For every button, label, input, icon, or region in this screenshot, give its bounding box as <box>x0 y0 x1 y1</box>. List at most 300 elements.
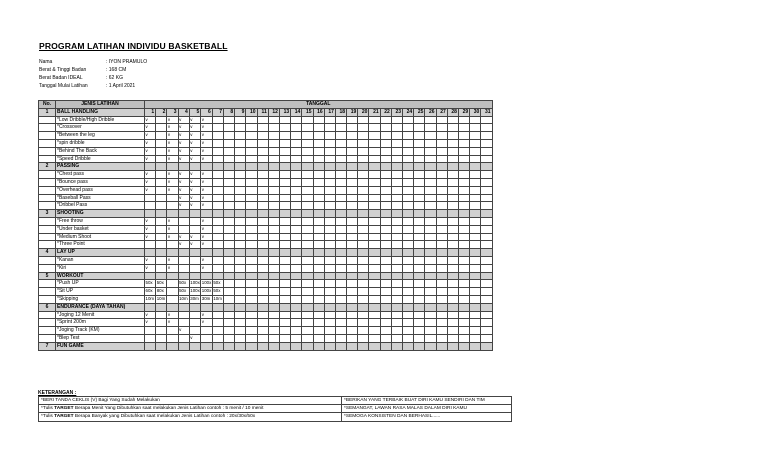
day-cell <box>403 171 414 179</box>
day-cell <box>436 186 447 194</box>
day-cell <box>436 241 447 249</box>
day-cell <box>458 327 469 335</box>
day-cell <box>369 178 380 186</box>
day-cell <box>212 147 223 155</box>
day-cell <box>235 272 246 280</box>
day-cell <box>347 171 358 179</box>
day-mark: v <box>178 147 189 155</box>
day-mark: v <box>201 116 213 124</box>
category-row <box>39 342 493 350</box>
day-cell <box>481 264 492 272</box>
day-cell <box>291 225 302 233</box>
day-cell <box>358 327 369 335</box>
day-cell <box>279 295 290 303</box>
day-cell <box>212 194 223 202</box>
day-cell <box>302 132 313 140</box>
day-cell <box>156 342 167 350</box>
day-cell <box>156 327 167 335</box>
day-cell <box>279 178 290 186</box>
day-cell <box>403 280 414 288</box>
day-cell <box>246 288 257 296</box>
day-cell <box>447 217 458 225</box>
day-cell <box>178 272 189 280</box>
day-cell <box>156 194 167 202</box>
exercise-name: *Baseball Pass <box>56 194 145 202</box>
day-cell <box>403 342 414 350</box>
day-cell <box>246 303 257 311</box>
day-mark: v <box>178 202 189 210</box>
day-cell <box>391 217 402 225</box>
day-cell <box>279 249 290 257</box>
day-cell <box>369 233 380 241</box>
day-cell <box>235 303 246 311</box>
day-cell <box>224 171 235 179</box>
day-cell <box>425 295 436 303</box>
day-cell <box>391 241 402 249</box>
day-cell <box>347 124 358 132</box>
day-cell <box>313 210 324 218</box>
day-cell <box>481 334 492 342</box>
day-cell <box>235 334 246 342</box>
day-cell <box>358 210 369 218</box>
day-cell <box>156 147 167 155</box>
day-cell <box>246 342 257 350</box>
day-cell <box>268 319 279 327</box>
day-cell <box>224 327 235 335</box>
day-cell <box>156 225 167 233</box>
day-number: 27 <box>436 108 447 116</box>
day-cell <box>313 327 324 335</box>
note-text: Berapa Banyak yang Dibutuhkan saat melakukan Jenis Latihan contoh : 20x/30x/50x <box>73 414 256 420</box>
day-cell <box>302 124 313 132</box>
exercise-row <box>39 124 493 132</box>
day-cell <box>414 264 425 272</box>
day-mark: v <box>178 171 189 179</box>
day-cell <box>201 249 213 257</box>
day-cell <box>224 319 235 327</box>
day-cell <box>425 288 436 296</box>
day-cell <box>335 280 346 288</box>
day-cell <box>257 303 268 311</box>
day-cell <box>335 202 346 210</box>
day-cell <box>403 311 414 319</box>
day-cell <box>235 155 246 163</box>
day-cell <box>458 256 469 264</box>
day-cell <box>313 178 324 186</box>
day-number: 7 <box>212 108 223 116</box>
day-cell <box>458 342 469 350</box>
day-cell <box>380 194 391 202</box>
day-cell <box>201 303 213 311</box>
day-cell <box>447 295 458 303</box>
day-cell <box>380 295 391 303</box>
day-cell <box>189 342 201 350</box>
day-cell <box>178 217 189 225</box>
day-cell <box>347 233 358 241</box>
category-number: 7 <box>39 342 56 350</box>
info-value: : 168 CM <box>106 67 127 74</box>
exercise-row <box>39 311 493 319</box>
day-cell <box>447 311 458 319</box>
day-mark: v <box>201 256 213 264</box>
day-cell <box>145 163 156 171</box>
day-cell <box>403 210 414 218</box>
day-cell <box>458 202 469 210</box>
day-cell <box>313 202 324 210</box>
day-cell <box>391 319 402 327</box>
day-cell <box>436 124 447 132</box>
day-cell <box>156 264 167 272</box>
day-cell <box>189 225 201 233</box>
day-cell <box>391 327 402 335</box>
day-cell <box>414 139 425 147</box>
day-cell <box>324 342 335 350</box>
day-cell <box>335 163 346 171</box>
day-cell <box>447 334 458 342</box>
day-cell <box>324 186 335 194</box>
day-mark: v <box>145 319 156 327</box>
day-cell <box>470 171 481 179</box>
day-number: 4 <box>178 108 189 116</box>
day-cell <box>189 272 201 280</box>
day-cell <box>414 155 425 163</box>
day-cell <box>313 225 324 233</box>
day-cell <box>347 186 358 194</box>
day-cell <box>235 124 246 132</box>
empty-no-cell <box>39 319 56 327</box>
day-cell <box>246 280 257 288</box>
empty-no-cell <box>39 256 56 264</box>
day-cell <box>481 311 492 319</box>
day-cell <box>268 217 279 225</box>
day-cell <box>257 202 268 210</box>
day-cell <box>257 147 268 155</box>
day-cell <box>436 233 447 241</box>
day-cell <box>470 303 481 311</box>
day-cell <box>324 288 335 296</box>
day-cell <box>246 194 257 202</box>
day-mark: v <box>189 155 201 163</box>
day-cell <box>224 241 235 249</box>
day-cell <box>235 233 246 241</box>
day-mark: v <box>201 155 213 163</box>
day-cell <box>178 256 189 264</box>
day-cell <box>414 280 425 288</box>
day-cell <box>313 295 324 303</box>
day-cell <box>324 132 335 140</box>
day-cell <box>324 116 335 124</box>
day-cell <box>447 124 458 132</box>
day-cell <box>391 210 402 218</box>
category-row <box>39 163 493 171</box>
day-cell <box>481 139 492 147</box>
day-cell <box>391 178 402 186</box>
day-cell <box>380 256 391 264</box>
day-mark: v <box>145 116 156 124</box>
category-row <box>39 272 493 280</box>
day-cell <box>224 147 235 155</box>
day-cell <box>156 132 167 140</box>
day-cell <box>358 319 369 327</box>
day-cell <box>291 288 302 296</box>
day-cell <box>481 202 492 210</box>
day-cell <box>156 233 167 241</box>
exercise-row <box>39 217 493 225</box>
day-cell <box>358 288 369 296</box>
day-cell <box>224 288 235 296</box>
day-cell <box>369 124 380 132</box>
day-mark: v <box>189 178 201 186</box>
day-cell <box>279 272 290 280</box>
day-cell <box>279 210 290 218</box>
day-cell <box>291 311 302 319</box>
day-cell <box>246 171 257 179</box>
day-cell <box>257 171 268 179</box>
day-cell <box>391 256 402 264</box>
day-mark: v <box>167 311 178 319</box>
exercise-row <box>39 288 493 296</box>
day-cell <box>224 264 235 272</box>
empty-no-cell <box>39 147 56 155</box>
day-cell <box>212 342 223 350</box>
day-cell <box>380 217 391 225</box>
day-mark: v <box>201 225 213 233</box>
day-cell <box>246 241 257 249</box>
keterangan-table <box>38 396 512 422</box>
day-cell <box>358 295 369 303</box>
day-cell <box>279 241 290 249</box>
day-cell <box>358 132 369 140</box>
day-number: 9 <box>235 108 246 116</box>
day-cell <box>313 311 324 319</box>
day-cell <box>302 272 313 280</box>
day-cell <box>279 256 290 264</box>
day-mark: v <box>145 178 156 186</box>
day-cell <box>324 295 335 303</box>
day-cell <box>436 225 447 233</box>
day-cell <box>481 163 492 171</box>
day-cell <box>369 319 380 327</box>
day-cell <box>403 124 414 132</box>
day-mark: v <box>201 194 213 202</box>
day-cell <box>268 256 279 264</box>
day-cell <box>145 303 156 311</box>
day-cell <box>380 132 391 140</box>
day-cell <box>279 311 290 319</box>
day-cell <box>391 186 402 194</box>
day-cell <box>201 327 213 335</box>
day-cell <box>380 178 391 186</box>
info-row <box>39 82 147 90</box>
day-cell <box>302 233 313 241</box>
category-name: BALL HANDLING <box>56 108 145 116</box>
day-cell <box>458 217 469 225</box>
day-cell <box>302 241 313 249</box>
day-cell <box>391 163 402 171</box>
day-mark: v <box>145 139 156 147</box>
day-mark: v <box>201 319 213 327</box>
day-cell <box>212 311 223 319</box>
day-cell <box>369 311 380 319</box>
day-cell <box>447 202 458 210</box>
day-mark: 50x <box>178 288 189 296</box>
day-cell <box>279 116 290 124</box>
day-cell <box>403 288 414 296</box>
day-cell <box>279 147 290 155</box>
day-cell <box>291 202 302 210</box>
day-cell <box>324 217 335 225</box>
day-mark: 100x <box>189 288 201 296</box>
day-cell <box>470 217 481 225</box>
day-cell <box>414 295 425 303</box>
day-cell <box>380 249 391 257</box>
exercise-name: *Free throw <box>56 217 145 225</box>
day-cell <box>224 163 235 171</box>
day-cell <box>335 264 346 272</box>
day-cell <box>369 280 380 288</box>
day-cell <box>481 295 492 303</box>
day-cell <box>458 311 469 319</box>
day-cell <box>156 139 167 147</box>
day-cell <box>447 249 458 257</box>
day-mark: v <box>178 116 189 124</box>
day-cell <box>291 295 302 303</box>
day-cell <box>391 280 402 288</box>
info-label: Nama <box>39 59 53 65</box>
day-cell <box>235 241 246 249</box>
day-cell <box>224 132 235 140</box>
keterangan-title: KETERANGAN : <box>38 390 77 396</box>
day-mark: v <box>145 233 156 241</box>
day-cell <box>358 256 369 264</box>
day-cell <box>335 327 346 335</box>
day-cell <box>246 295 257 303</box>
day-cell <box>279 233 290 241</box>
day-cell <box>167 295 178 303</box>
day-cell <box>257 241 268 249</box>
day-mark: v <box>145 124 156 132</box>
exercise-row <box>39 327 493 335</box>
day-cell <box>436 272 447 280</box>
note-prefix: *Tulis <box>41 414 55 420</box>
day-cell <box>302 264 313 272</box>
day-cell <box>403 155 414 163</box>
day-cell <box>425 264 436 272</box>
day-cell <box>335 225 346 233</box>
day-cell <box>212 327 223 335</box>
day-cell <box>291 163 302 171</box>
day-cell <box>447 139 458 147</box>
day-cell <box>369 155 380 163</box>
day-cell <box>470 342 481 350</box>
day-cell <box>425 171 436 179</box>
day-cell <box>391 249 402 257</box>
day-cell <box>481 132 492 140</box>
day-cell <box>447 194 458 202</box>
day-cell <box>458 319 469 327</box>
day-cell <box>369 194 380 202</box>
day-cell <box>425 194 436 202</box>
day-cell <box>324 178 335 186</box>
day-cell <box>403 194 414 202</box>
day-cell <box>380 342 391 350</box>
day-cell <box>235 116 246 124</box>
day-number: 17 <box>324 108 335 116</box>
day-mark: 60x <box>145 288 156 296</box>
day-cell <box>324 264 335 272</box>
day-cell <box>268 241 279 249</box>
day-cell <box>212 171 223 179</box>
day-mark: v <box>178 178 189 186</box>
day-cell <box>470 194 481 202</box>
day-cell <box>212 139 223 147</box>
day-cell <box>403 319 414 327</box>
day-cell <box>458 178 469 186</box>
day-number: 23 <box>391 108 402 116</box>
day-cell <box>425 217 436 225</box>
day-number: 1 <box>145 108 156 116</box>
day-cell <box>178 249 189 257</box>
day-cell <box>279 319 290 327</box>
info-row <box>39 74 147 82</box>
day-cell <box>369 288 380 296</box>
day-cell <box>425 256 436 264</box>
day-cell <box>189 256 201 264</box>
day-cell <box>212 319 223 327</box>
day-mark: v <box>189 186 201 194</box>
day-cell <box>425 225 436 233</box>
exercise-name: *Sit UP <box>56 288 145 296</box>
day-cell <box>313 217 324 225</box>
day-cell <box>414 202 425 210</box>
day-cell <box>436 342 447 350</box>
day-cell <box>481 116 492 124</box>
day-cell <box>246 272 257 280</box>
day-cell <box>268 171 279 179</box>
day-cell <box>302 139 313 147</box>
day-cell <box>313 194 324 202</box>
day-cell <box>156 311 167 319</box>
day-cell <box>447 280 458 288</box>
day-cell <box>358 311 369 319</box>
day-cell <box>335 210 346 218</box>
category-number: 3 <box>39 210 56 218</box>
day-cell <box>414 178 425 186</box>
day-cell <box>458 194 469 202</box>
day-cell <box>156 319 167 327</box>
info-label: Tanggal Mulai Latihan <box>39 83 88 90</box>
exercise-row <box>39 233 493 241</box>
day-cell <box>470 233 481 241</box>
exercise-row <box>39 178 493 186</box>
day-cell <box>313 319 324 327</box>
day-cell <box>436 280 447 288</box>
exercise-row <box>39 256 493 264</box>
day-cell <box>235 249 246 257</box>
day-cell <box>380 241 391 249</box>
day-number: 24 <box>403 108 414 116</box>
day-cell <box>279 155 290 163</box>
day-number: 16 <box>313 108 324 116</box>
day-cell <box>391 334 402 342</box>
day-mark: v <box>167 155 178 163</box>
day-cell <box>212 155 223 163</box>
day-cell <box>302 334 313 342</box>
day-cell <box>347 249 358 257</box>
day-cell <box>246 327 257 335</box>
day-cell <box>212 186 223 194</box>
day-cell <box>425 280 436 288</box>
